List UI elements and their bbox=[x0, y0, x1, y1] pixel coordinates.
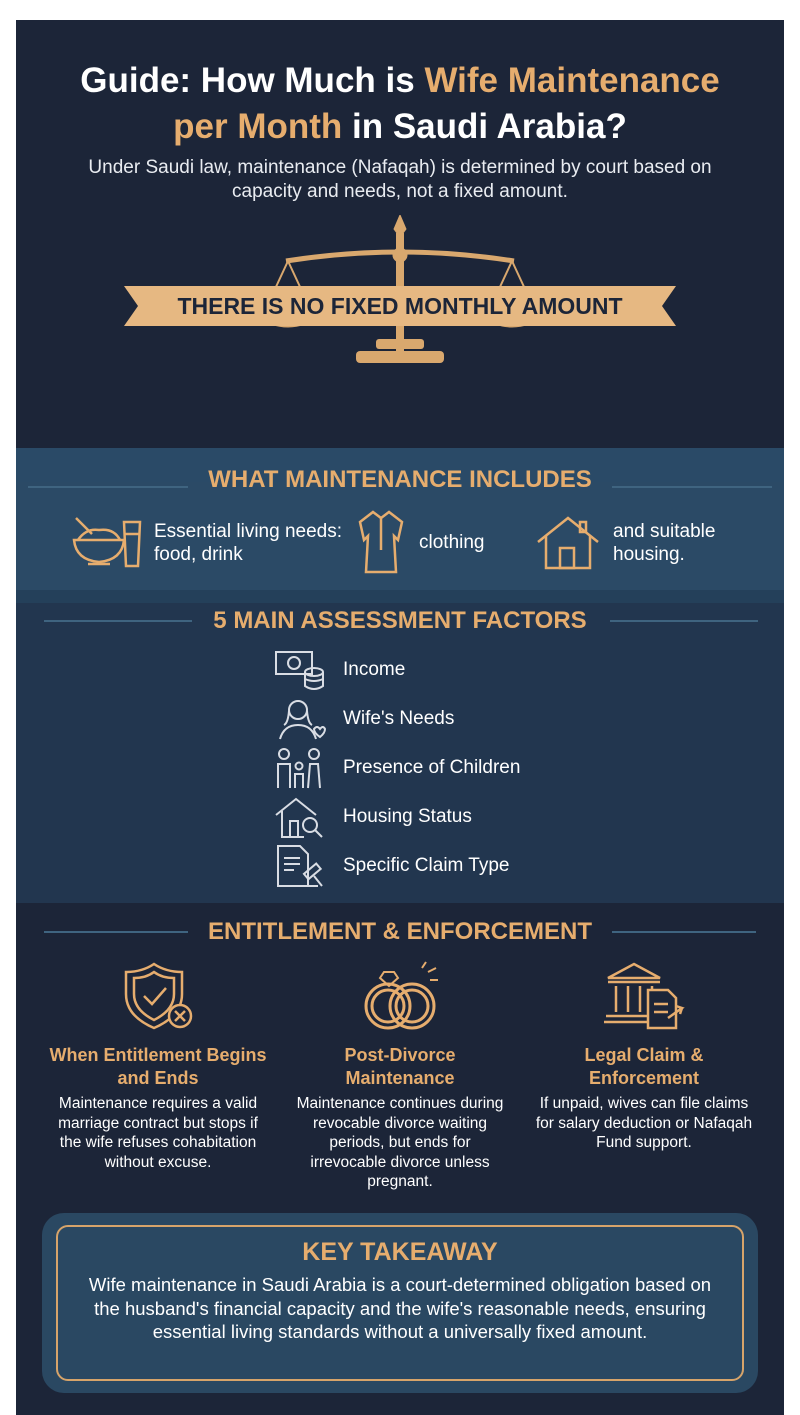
house-icon bbox=[534, 514, 602, 570]
takeaway-title: KEY TAKEAWAY bbox=[302, 1238, 498, 1266]
post-divorce-body: Maintenance continues during revocable divorce waiting periods, but ends for irrevocable divorce unless pregnant. bbox=[296, 1095, 504, 1190]
include-item-clothing: clothing bbox=[419, 532, 485, 553]
subtitle: Under Saudi law, maintenance (Nafaqah) is determined by court based on capacity and needs, not a fixed amount. bbox=[88, 157, 712, 202]
factor-income: Income bbox=[343, 659, 406, 680]
takeaway-body: Wife maintenance in Saudi Arabia is a court-determined obligation based on the husband's financial capacity and the wife's reasonable needs, ensuring essential living standards without a universally fixed amount. bbox=[88, 1274, 712, 1342]
legal-claim-body: If unpaid, wives can file claims for salary deduction or Nafaqah Fund support. bbox=[535, 1095, 753, 1151]
courthouse-document-icon bbox=[602, 960, 686, 1032]
infographic bbox=[16, 20, 784, 1415]
factor-wife-needs: Wife's Needs bbox=[343, 708, 455, 729]
food-bowl-glass-icon bbox=[70, 514, 142, 570]
factors-title: 5 MAIN ASSESSMENT FACTORS bbox=[213, 607, 587, 634]
house-search-icon bbox=[274, 795, 326, 839]
document-gavel-icon bbox=[274, 844, 326, 888]
entitlement-begins-body: Maintenance requires a valid marriage contract but stops if the wife refuses cohabitation without excuse. bbox=[58, 1095, 258, 1171]
include-item-housing: and suitable housing. bbox=[613, 521, 716, 565]
woman-heart-icon bbox=[274, 697, 326, 741]
family-children-icon bbox=[274, 746, 326, 790]
broken-rings-icon bbox=[358, 960, 444, 1034]
clothing-icon bbox=[356, 510, 406, 574]
entitlement-begins-heading: When Entitlement Begins and Ends bbox=[49, 1045, 267, 1088]
no-fixed-amount-banner: THERE IS NO FIXED MONTHLY AMOUNT bbox=[177, 293, 623, 319]
factor-claim-type: Specific Claim Type bbox=[343, 855, 510, 876]
post-divorce-heading: Post-Divorce Maintenance bbox=[344, 1045, 456, 1088]
title-highlight: per Month bbox=[173, 107, 343, 146]
money-coins-icon bbox=[274, 648, 326, 692]
title-highlight: Wife Maintenance bbox=[424, 61, 720, 100]
shield-check-icon bbox=[122, 960, 194, 1032]
includes-title: WHAT MAINTENANCE INCLUDES bbox=[208, 466, 592, 493]
entitlement-title: ENTITLEMENT & ENFORCEMENT bbox=[208, 918, 592, 945]
legal-claim-heading: Legal Claim & Enforcement bbox=[584, 1045, 704, 1088]
include-item-food: Essential living needs: food, drink bbox=[154, 521, 342, 565]
factor-housing: Housing Status bbox=[343, 806, 472, 827]
page-title: Guide: How Much is Wife Maintenance per Month in Saudi Arabia? bbox=[80, 61, 720, 146]
factor-children: Presence of Children bbox=[343, 757, 521, 778]
